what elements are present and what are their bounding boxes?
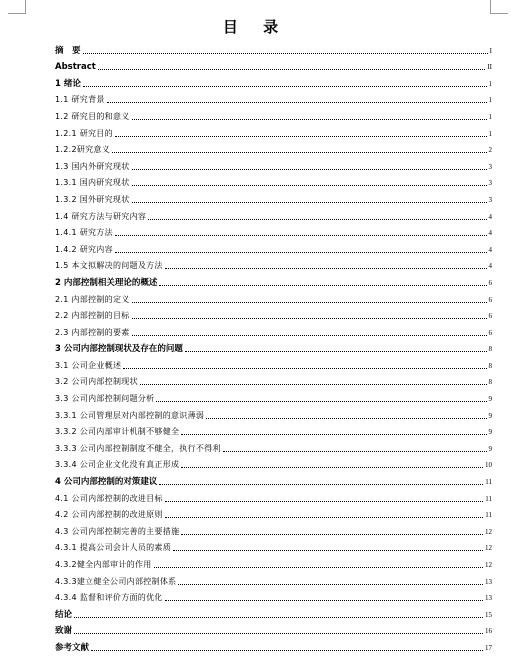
dot-leader xyxy=(132,334,487,336)
toc-entry[interactable] xyxy=(55,354,492,371)
toc-entry-page-number: 1 xyxy=(488,79,492,88)
toc-entry-page-number: 4 xyxy=(488,245,492,254)
toc-entry[interactable] xyxy=(55,56,492,73)
dot-leader xyxy=(165,500,483,502)
toc-entry-page-number: 11 xyxy=(485,494,492,503)
toc-entry-label: 1.4 研究方法与研究内容 xyxy=(55,211,147,221)
toc-entry-label: 1 绪论 xyxy=(55,78,81,89)
dot-leader xyxy=(74,616,483,618)
toc-entry-label: 1.3 国内外研究现状 xyxy=(55,161,130,171)
dot-leader xyxy=(98,68,486,70)
toc-entry[interactable] xyxy=(55,603,492,620)
dot-leader xyxy=(83,52,488,54)
toc-entry-page-number: 17 xyxy=(485,643,492,652)
toc-entry-label: 摘 要 xyxy=(55,45,81,56)
crop-mark-top-right-h xyxy=(490,13,508,14)
toc-entry-page-number: 9 xyxy=(488,428,492,437)
toc-entry[interactable] xyxy=(55,620,492,637)
toc-entry-label: 1.4.1 研究方法 xyxy=(55,228,113,238)
toc-entry[interactable] xyxy=(55,454,492,471)
toc-entry-label: 1.4.2 研究内容 xyxy=(55,244,113,254)
dot-leader xyxy=(178,583,483,585)
dot-leader xyxy=(159,284,486,286)
toc-entry-page-number: 6 xyxy=(488,312,492,321)
toc-entry-page-number: 3 xyxy=(488,162,492,171)
toc-entry[interactable] xyxy=(55,470,492,487)
toc-entry-page-number: 4 xyxy=(488,212,492,221)
toc-entry-label: 4.1 公司内部控制的改进目标 xyxy=(55,493,163,503)
toc-entry-label: 3.2 公司内部控制现状 xyxy=(55,377,138,387)
toc-entry-label: 3.3.4 公司企业文化没有真正形成 xyxy=(55,460,180,470)
toc-entry-page-number: I xyxy=(489,46,492,55)
dot-leader xyxy=(132,168,487,170)
toc-entry-label: 4.3.3建立健全公司内部控制体系 xyxy=(55,576,177,586)
toc-entry-label: 1.3.1 国内研究现状 xyxy=(55,178,130,188)
toc-entry-page-number: 11 xyxy=(485,511,492,520)
toc-entry-page-number: 15 xyxy=(485,610,492,619)
dot-leader xyxy=(206,417,486,419)
dot-leader xyxy=(132,118,487,120)
toc-entry-label: 3.1 公司企业概述 xyxy=(55,360,122,370)
toc-entry[interactable] xyxy=(55,587,492,604)
toc-entry-label: 1.2 研究目的和意义 xyxy=(55,111,130,121)
toc-entry-page-number: 13 xyxy=(485,577,492,586)
toc-entry[interactable] xyxy=(55,139,492,156)
toc-entry-page-number: 3 xyxy=(488,179,492,188)
toc-entry[interactable] xyxy=(55,321,492,338)
toc-entry-label: 4.3 公司内部控制完善的主要措施 xyxy=(55,526,180,536)
toc-entry[interactable] xyxy=(55,238,492,255)
toc-entry[interactable] xyxy=(55,105,492,122)
toc-entry-page-number: 2 xyxy=(488,146,492,155)
crop-mark-top-right-v xyxy=(490,0,491,14)
crop-mark-top-left-v xyxy=(25,0,26,14)
toc-entry-label: 3.3.3 公司内部控制制度不健全，执行不得利 xyxy=(55,443,221,453)
dot-leader xyxy=(115,135,487,137)
toc-entry-label: 4.2 公司内部控制的改进原则 xyxy=(55,510,163,520)
toc-entry-page-number: 9 xyxy=(488,411,492,420)
dot-leader xyxy=(173,549,483,551)
dot-leader xyxy=(83,85,487,87)
toc-entry-page-number: 6 xyxy=(488,295,492,304)
toc-entry[interactable] xyxy=(55,172,492,189)
toc-entry[interactable] xyxy=(55,537,492,554)
toc-entry-page-number: 8 xyxy=(488,345,492,354)
toc-entry-page-number: 11 xyxy=(485,478,492,487)
toc-entry-page-number: 6 xyxy=(488,328,492,337)
toc-entry-page-number: 4 xyxy=(488,229,492,238)
toc-entry[interactable] xyxy=(55,487,492,504)
dot-leader xyxy=(123,367,486,369)
toc-entry[interactable] xyxy=(55,553,492,570)
toc-entry[interactable] xyxy=(55,636,492,653)
toc-entry[interactable] xyxy=(55,122,492,139)
toc-entry-label: 4 公司内部控制的对策建议 xyxy=(55,477,158,488)
toc-entry-page-number: 3 xyxy=(488,195,492,204)
toc-entry-label: Abstract xyxy=(55,62,96,73)
toc-entry-label: 结论 xyxy=(55,609,73,620)
dot-leader xyxy=(132,301,487,303)
dot-leader xyxy=(181,433,486,435)
toc-entry[interactable] xyxy=(55,89,492,106)
toc-entry[interactable] xyxy=(55,421,492,438)
toc-entry-label: 1.2.1 研究目的 xyxy=(55,128,113,138)
toc-title: 目 录 xyxy=(222,18,289,36)
toc-entry-label: 4.3.4 监督和评价方面的优化 xyxy=(55,593,163,603)
dot-leader xyxy=(115,234,487,236)
toc-entry-label: 4.3.1 提高公司会计人员的素质 xyxy=(55,543,171,553)
dot-leader xyxy=(181,533,483,535)
toc-entry-page-number: 13 xyxy=(485,594,492,603)
dot-leader xyxy=(185,350,487,352)
dot-leader xyxy=(181,466,483,468)
toc-entry-page-number: 12 xyxy=(485,544,492,553)
toc-entry[interactable] xyxy=(55,205,492,222)
toc-entry[interactable] xyxy=(55,288,492,305)
toc-entry[interactable] xyxy=(55,72,492,89)
toc-entry[interactable] xyxy=(55,155,492,172)
dot-leader xyxy=(132,184,487,186)
toc-entry-label: 3.3.2 公司内部审计机制不够健全 xyxy=(55,427,180,437)
dot-leader xyxy=(165,516,483,518)
toc-entry-label: 3 公司内部控制现状及存在的问题 xyxy=(55,344,183,355)
toc-entry-label: 1.1 研究背景 xyxy=(55,95,105,105)
toc-entry-label: 2 内部控制相关理论的概述 xyxy=(55,277,158,288)
toc-entry-page-number: 1 xyxy=(488,129,492,138)
toc-entry[interactable] xyxy=(55,271,492,288)
toc-entry-label: 3.3 公司内部控制问题分析 xyxy=(55,394,155,404)
toc-entry-page-number: 12 xyxy=(485,561,492,569)
toc-entry[interactable] xyxy=(55,39,492,56)
dot-leader xyxy=(165,599,483,601)
dot-leader xyxy=(156,400,486,402)
dot-leader xyxy=(140,383,487,385)
dot-leader xyxy=(115,251,487,253)
dot-leader xyxy=(132,317,487,319)
toc-entry-page-number: 1 xyxy=(488,112,492,121)
dot-leader xyxy=(91,649,483,651)
toc-entry[interactable] xyxy=(55,570,492,587)
toc-entry-page-number: 12 xyxy=(485,527,492,536)
toc-entry-page-number: 4 xyxy=(488,262,492,271)
dot-leader xyxy=(148,218,486,220)
toc-entry-label: 致谢 xyxy=(55,626,73,637)
toc-entry-label: 1.3.2 国外研究现状 xyxy=(55,194,130,204)
toc-entry-page-number: II xyxy=(487,63,492,72)
crop-mark-top-left-h xyxy=(8,13,26,14)
toc-entry-label: 2.1 内部控制的定义 xyxy=(55,294,130,304)
toc-entry-page-number: 8 xyxy=(488,361,492,370)
toc-entry[interactable] xyxy=(55,222,492,239)
dot-leader xyxy=(223,450,487,452)
toc-entry[interactable] xyxy=(55,305,492,322)
dot-leader xyxy=(165,267,487,269)
toc-entry[interactable] xyxy=(55,437,492,454)
toc-entry[interactable] xyxy=(55,387,492,404)
toc-entry-label: 2.2 内部控制的目标 xyxy=(55,311,130,321)
toc-entry-label: 2.3 内部控制的要素 xyxy=(55,327,130,337)
toc-entry[interactable] xyxy=(55,504,492,521)
toc-entry-page-number: 6 xyxy=(488,278,492,287)
toc-entry[interactable] xyxy=(55,255,492,272)
toc-entry-label: 参考文献 xyxy=(55,642,90,653)
dot-leader xyxy=(74,632,483,634)
toc-entry-page-number: 16 xyxy=(485,627,492,636)
dot-leader xyxy=(132,201,487,203)
toc-entry[interactable] xyxy=(55,404,492,421)
toc-entry[interactable] xyxy=(55,188,492,205)
dot-leader xyxy=(154,566,483,568)
dot-leader xyxy=(112,151,486,153)
toc-entry-label: 1.5 本文拟解决的问题及方法 xyxy=(55,261,163,271)
toc-entry-page-number: 8 xyxy=(488,378,492,387)
toc-entry-page-number: 1 xyxy=(488,96,492,105)
toc-entry-page-number: 9 xyxy=(488,395,492,404)
dot-leader xyxy=(159,483,483,485)
toc-entry-page-number: 10 xyxy=(485,461,492,470)
toc-entry-label: 3.3.1 公司管理层对内部控制的意识薄弱 xyxy=(55,410,205,420)
toc-entry[interactable] xyxy=(55,371,492,388)
toc-entry-label: 4.3.2健全内部审计的作用 xyxy=(55,560,152,569)
table-of-contents xyxy=(55,39,492,653)
toc-entry-label: 1.2.2研究意义 xyxy=(55,145,111,155)
toc-entry[interactable] xyxy=(55,520,492,537)
toc-entry-page-number: 9 xyxy=(488,444,492,453)
toc-entry[interactable] xyxy=(55,338,492,355)
dot-leader xyxy=(107,101,487,103)
